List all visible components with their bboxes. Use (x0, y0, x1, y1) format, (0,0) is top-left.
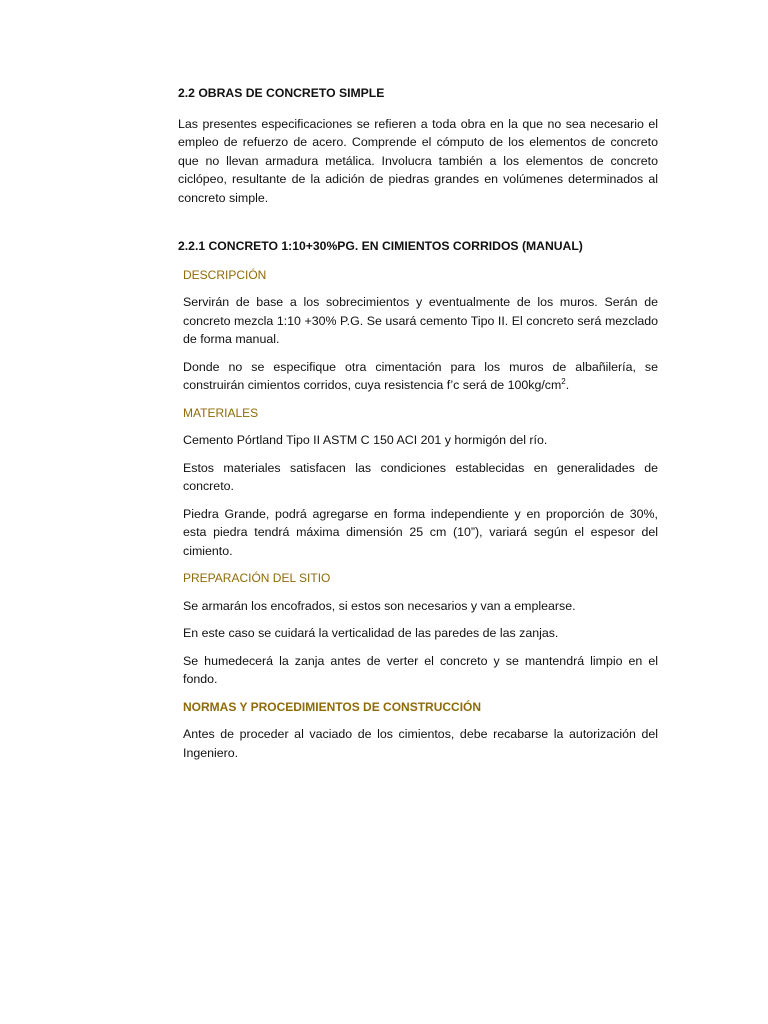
section-2-2-1-body (178, 266, 658, 763)
materiales-paragraph-1: Cemento Pórtland Tipo II ASTM C 150 ACI 201 y hormigón del río. (183, 433, 548, 447)
section-2-2-1-title: 2.2.1 CONCRETO 1:10+30%PG. EN CIMIENTOS CORRIDOS (MANUAL) (178, 239, 583, 253)
normas-heading: NORMAS Y PROCEDIMIENTOS DE CONSTRUCCIÓN (183, 699, 482, 714)
superscript-2: 2 (561, 376, 566, 386)
preparacion-paragraph-3: Se humedecerá la zanja antes de verter el concreto y se mantendrá limpio en el fondo. (183, 653, 658, 686)
materiales-heading: MATERIALES (183, 405, 259, 420)
descripcion-paragraph-2-text: Donde no se especifique otra cimentación para los muros de albañilería, se construirán cimientos corridos, cuya resistencia f’c será de 100kg/cm (183, 359, 658, 392)
materiales-paragraph-2: Estos materiales satisfacen las condiciones establecidas en generalidades de concreto. (183, 460, 658, 493)
section-2-2-title: 2.2 OBRAS DE CONCRETO SIMPLE (178, 86, 385, 100)
document-page (178, 84, 658, 771)
descripcion-paragraph-1: Servirán de base a los sobrecimientos y eventualmente de los muros. Serán de concreto mezcla 1:10 +30% P.G. Se usará cemento Tipo II. El concreto será mezclado de forma manual. (183, 295, 658, 346)
section-2-2-intro: Las presentes especificaciones se refieren a toda obra en la que no sea necesario el empleo de refuerzo de acero. Comprende el cómputo de los elementos de concreto que no llevan armadura metálica. Involucra también a los elementos de concreto ciclópeo, resultante de la adición de piedras grandes en volúmenes determinados al concreto simple. (178, 116, 658, 205)
preparacion-heading: PREPARACIÓN DEL SITIO (183, 571, 331, 585)
preparacion-paragraph-2: En este caso se cuidará la verticalidad de las paredes de las zanjas. (183, 626, 559, 640)
materiales-paragraph-3: Piedra Grande, podrá agregarse en forma independiente y en proporción de 30%, esta piedra tendrá máxima dimensión 25 cm (10”), variará según el espesor del cimiento. (183, 506, 658, 558)
descripcion-paragraph-2 (183, 358, 658, 395)
preparacion-paragraph-1: Se armarán los encofrados, si estos son necesarios y van a emplearse. (183, 598, 576, 613)
descripcion-heading: DESCRIPCIÓN (183, 267, 267, 282)
descripcion-paragraph-2-end: . (565, 378, 570, 392)
normas-paragraph-1: Antes de proceder al vaciado de los cimientos, debe recabarse la autorización del Ingeniero. (183, 727, 658, 760)
